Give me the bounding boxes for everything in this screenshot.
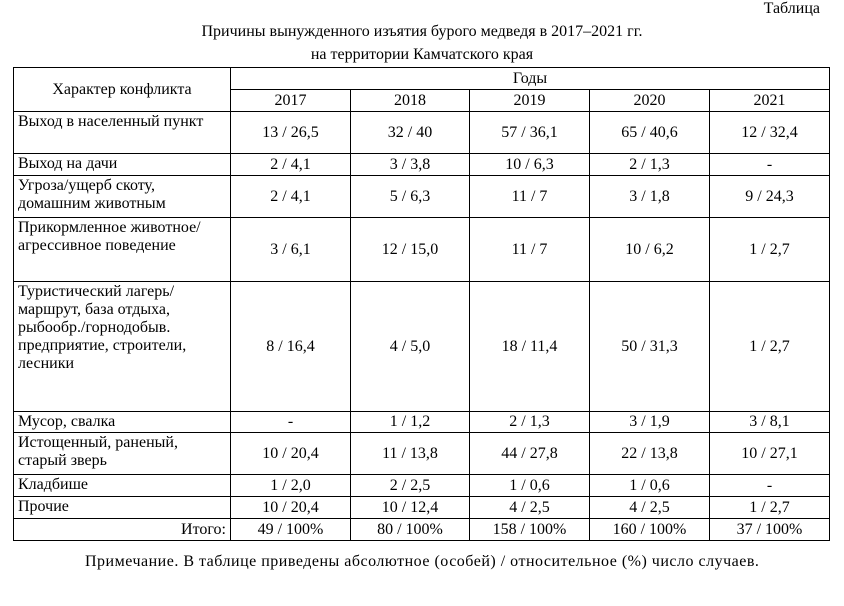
row-category: Прочие xyxy=(14,497,231,519)
table-cell: - xyxy=(231,412,351,433)
table-cell: 3 / 6,1 xyxy=(231,218,351,282)
header-year: 2017 xyxy=(231,90,351,112)
table-cell: 1 / 1,2 xyxy=(351,412,470,433)
table-cell: 32 / 40 xyxy=(351,112,470,154)
table-cell: 5 / 6,3 xyxy=(351,176,470,218)
total-cell: 158 / 100% xyxy=(470,519,590,541)
table-cell: 9 / 24,3 xyxy=(710,176,830,218)
table-cell: 12 / 32,4 xyxy=(710,112,830,154)
table-cell: - xyxy=(710,154,830,176)
table-row xyxy=(14,218,830,282)
table-cell: 2 / 4,1 xyxy=(231,154,351,176)
table-cell: 3 / 3,8 xyxy=(351,154,470,176)
table-cell: 10 / 6,3 xyxy=(470,154,590,176)
header-year: 2020 xyxy=(590,90,710,112)
table-cell: 1 / 0,6 xyxy=(470,475,590,497)
table-cell: 4 / 5,0 xyxy=(351,282,470,412)
table-cell: 3 / 1,9 xyxy=(590,412,710,433)
row-category: Кладбише xyxy=(14,475,231,497)
row-category: Туристический лагерь/маршрут, база отдыха, рыбообр./горнодобыв. предприятие, строители, лесники xyxy=(14,282,231,412)
table-cell: 4 / 2,5 xyxy=(470,497,590,519)
row-category: Выход в населенный пункт xyxy=(14,112,231,154)
table-cell: 65 / 40,6 xyxy=(590,112,710,154)
table-cell: 10 / 6,2 xyxy=(590,218,710,282)
table-cell: 11 / 7 xyxy=(470,176,590,218)
total-cell: 80 / 100% xyxy=(351,519,470,541)
total-label: Итого: xyxy=(14,519,231,541)
total-cell: 160 / 100% xyxy=(590,519,710,541)
row-category: Истощенный, раненый, старый зверь xyxy=(14,433,231,475)
table-row xyxy=(14,282,830,412)
table-cell: 8 / 16,4 xyxy=(231,282,351,412)
header-year: 2019 xyxy=(470,90,590,112)
table-row xyxy=(14,412,830,433)
table-cell: - xyxy=(710,475,830,497)
header-conflict: Характер конфликта xyxy=(14,68,231,112)
table-cell: 10 / 20,4 xyxy=(231,497,351,519)
header-year: 2018 xyxy=(351,90,470,112)
total-cell: 37 / 100% xyxy=(710,519,830,541)
table-row xyxy=(14,433,830,475)
table-cell: 12 / 15,0 xyxy=(351,218,470,282)
table-row xyxy=(14,176,830,218)
row-category: Прикормленное животное/агрессивное поведение xyxy=(14,218,231,282)
table-cell: 44 / 27,8 xyxy=(470,433,590,475)
table-cell: 2 / 2,5 xyxy=(351,475,470,497)
table-note: Примечание. В таблице приведены абсолютное (особей) / относительное (%) число случаев. xyxy=(85,553,760,570)
table-cell: 2 / 4,1 xyxy=(231,176,351,218)
table-cell: 11 / 13,8 xyxy=(351,433,470,475)
table-cell: 1 / 2,0 xyxy=(231,475,351,497)
total-row xyxy=(14,519,830,541)
table-row xyxy=(14,112,830,154)
table-cell: 1 / 2,7 xyxy=(710,218,830,282)
table-cell: 4 / 2,5 xyxy=(590,497,710,519)
table-cell: 22 / 13,8 xyxy=(590,433,710,475)
table-cell: 10 / 27,1 xyxy=(710,433,830,475)
table-cell: 2 / 1,3 xyxy=(590,154,710,176)
table-cell: 1 / 0,6 xyxy=(590,475,710,497)
table-row xyxy=(14,154,830,176)
row-category: Мусор, свалка xyxy=(14,412,231,433)
table-cell: 10 / 12,4 xyxy=(351,497,470,519)
table-cell: 50 / 31,3 xyxy=(590,282,710,412)
table-label: Таблица xyxy=(763,0,820,17)
table-row xyxy=(14,497,830,519)
table-cell: 10 / 20,4 xyxy=(231,433,351,475)
table-cell: 11 / 7 xyxy=(470,218,590,282)
table-cell: 57 / 36,1 xyxy=(470,112,590,154)
table-cell: 3 / 8,1 xyxy=(710,412,830,433)
header-year: 2021 xyxy=(710,90,830,112)
table-subtitle: на территории Камчатского края xyxy=(310,46,534,63)
table-cell: 13 / 26,5 xyxy=(231,112,351,154)
table-cell: 3 / 1,8 xyxy=(590,176,710,218)
row-category: Выход на дачи xyxy=(14,154,231,176)
table-title: Причины вынужденного изъятия бурого медведя в 2017–2021 гг. xyxy=(201,23,643,40)
row-category: Угроза/ущерб скоту, домашним животным xyxy=(14,176,231,218)
table-cell: 18 / 11,4 xyxy=(470,282,590,412)
table-cell: 1 / 2,7 xyxy=(710,497,830,519)
table-row xyxy=(14,475,830,497)
total-cell: 49 / 100% xyxy=(231,519,351,541)
header-years: Годы xyxy=(231,68,830,90)
table-cell: 2 / 1,3 xyxy=(470,412,590,433)
data-table xyxy=(13,67,830,541)
table-cell: 1 / 2,7 xyxy=(710,282,830,412)
